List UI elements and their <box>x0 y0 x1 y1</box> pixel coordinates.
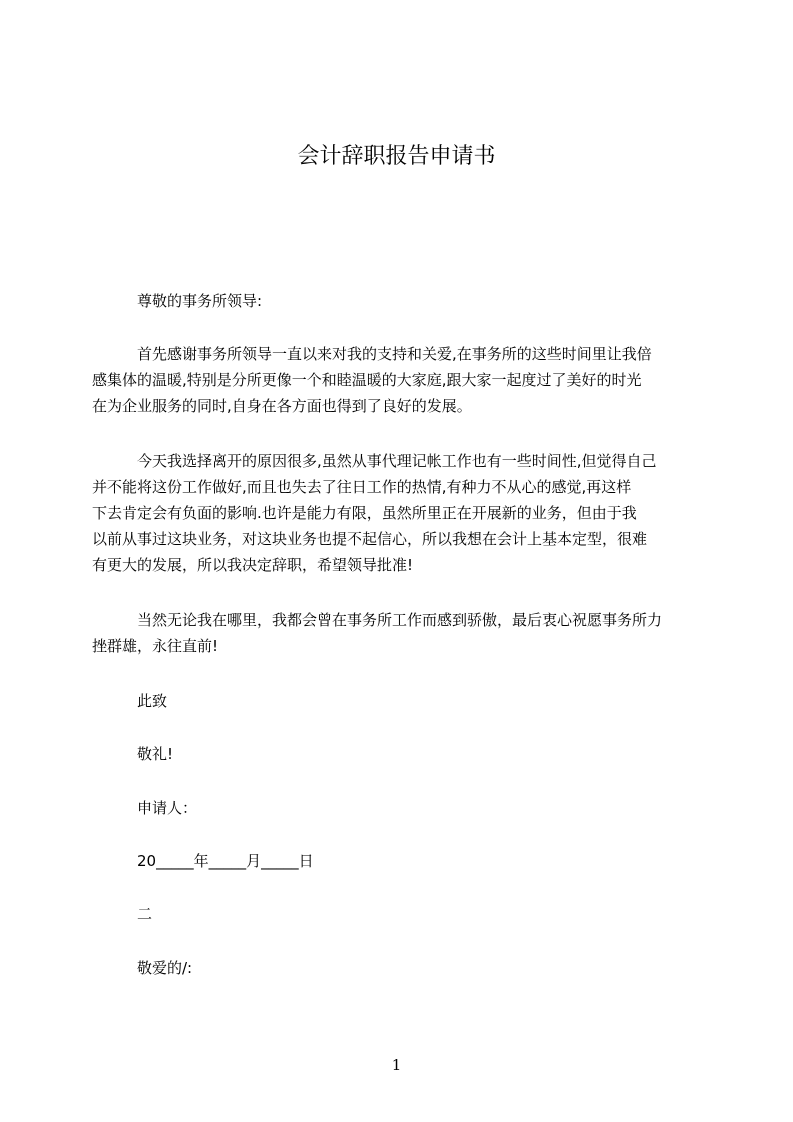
paragraph-line: 并不能将这份工作做好,而且也失去了往日工作的热情,有种力不从心的感觉,再这样 <box>92 478 632 496</box>
paragraph-line: 挫群雄，永往直前! <box>92 637 219 655</box>
paragraph-reason <box>92 448 704 578</box>
document-title: 会计辞职报告申请书 <box>297 144 496 169</box>
applicant-label: 申请人： <box>137 799 198 817</box>
page-number: 1 <box>391 1056 402 1074</box>
paragraph-wishes <box>92 607 704 659</box>
paragraph-line: 当然无论我在哪里，我都会曾在事务所工作而感到骄傲，最后衷心祝愿事务所力 <box>137 611 663 629</box>
paragraph-line: 以前从事过这块业务，对这块业务也提不起信心，所以我想在会计上基本定型，很难 <box>92 530 648 548</box>
closing-greeting: 此致 <box>137 692 168 710</box>
paragraph-line: 首先感谢事务所领导一直以来对我的支持和关爱,在事务所的这些时间里让我倍 <box>137 345 652 363</box>
closing-salute: 敬礼! <box>137 745 174 763</box>
paragraph-line: 在为企业服务的同时,自身在各方面也得到了良好的发展。 <box>92 397 472 415</box>
next-salutation: 敬爱的/: <box>137 959 193 977</box>
paragraph-thanks <box>92 341 704 419</box>
section-marker: 二 <box>137 905 153 923</box>
paragraph-line: 下去肯定会有负面的影响.也许是能力有限，虽然所里正在开展新的业务，但由于我 <box>92 504 637 522</box>
paragraph-line: 感集体的温暖,特别是分所更像一个和睦温暖的大家庭,跟大家一起度过了美好的时光 <box>92 371 642 389</box>
salutation: 尊敬的事务所领导: <box>137 292 263 310</box>
paragraph-line: 有更大的发展，所以我决定辞职，希望领导批准! <box>92 556 414 574</box>
date-line: 20_____年_____月_____日 <box>137 852 314 870</box>
paragraph-line: 今天我选择离开的原因很多,虽然从事代理记帐工作也有一些时间性,但觉得自己 <box>137 452 657 470</box>
